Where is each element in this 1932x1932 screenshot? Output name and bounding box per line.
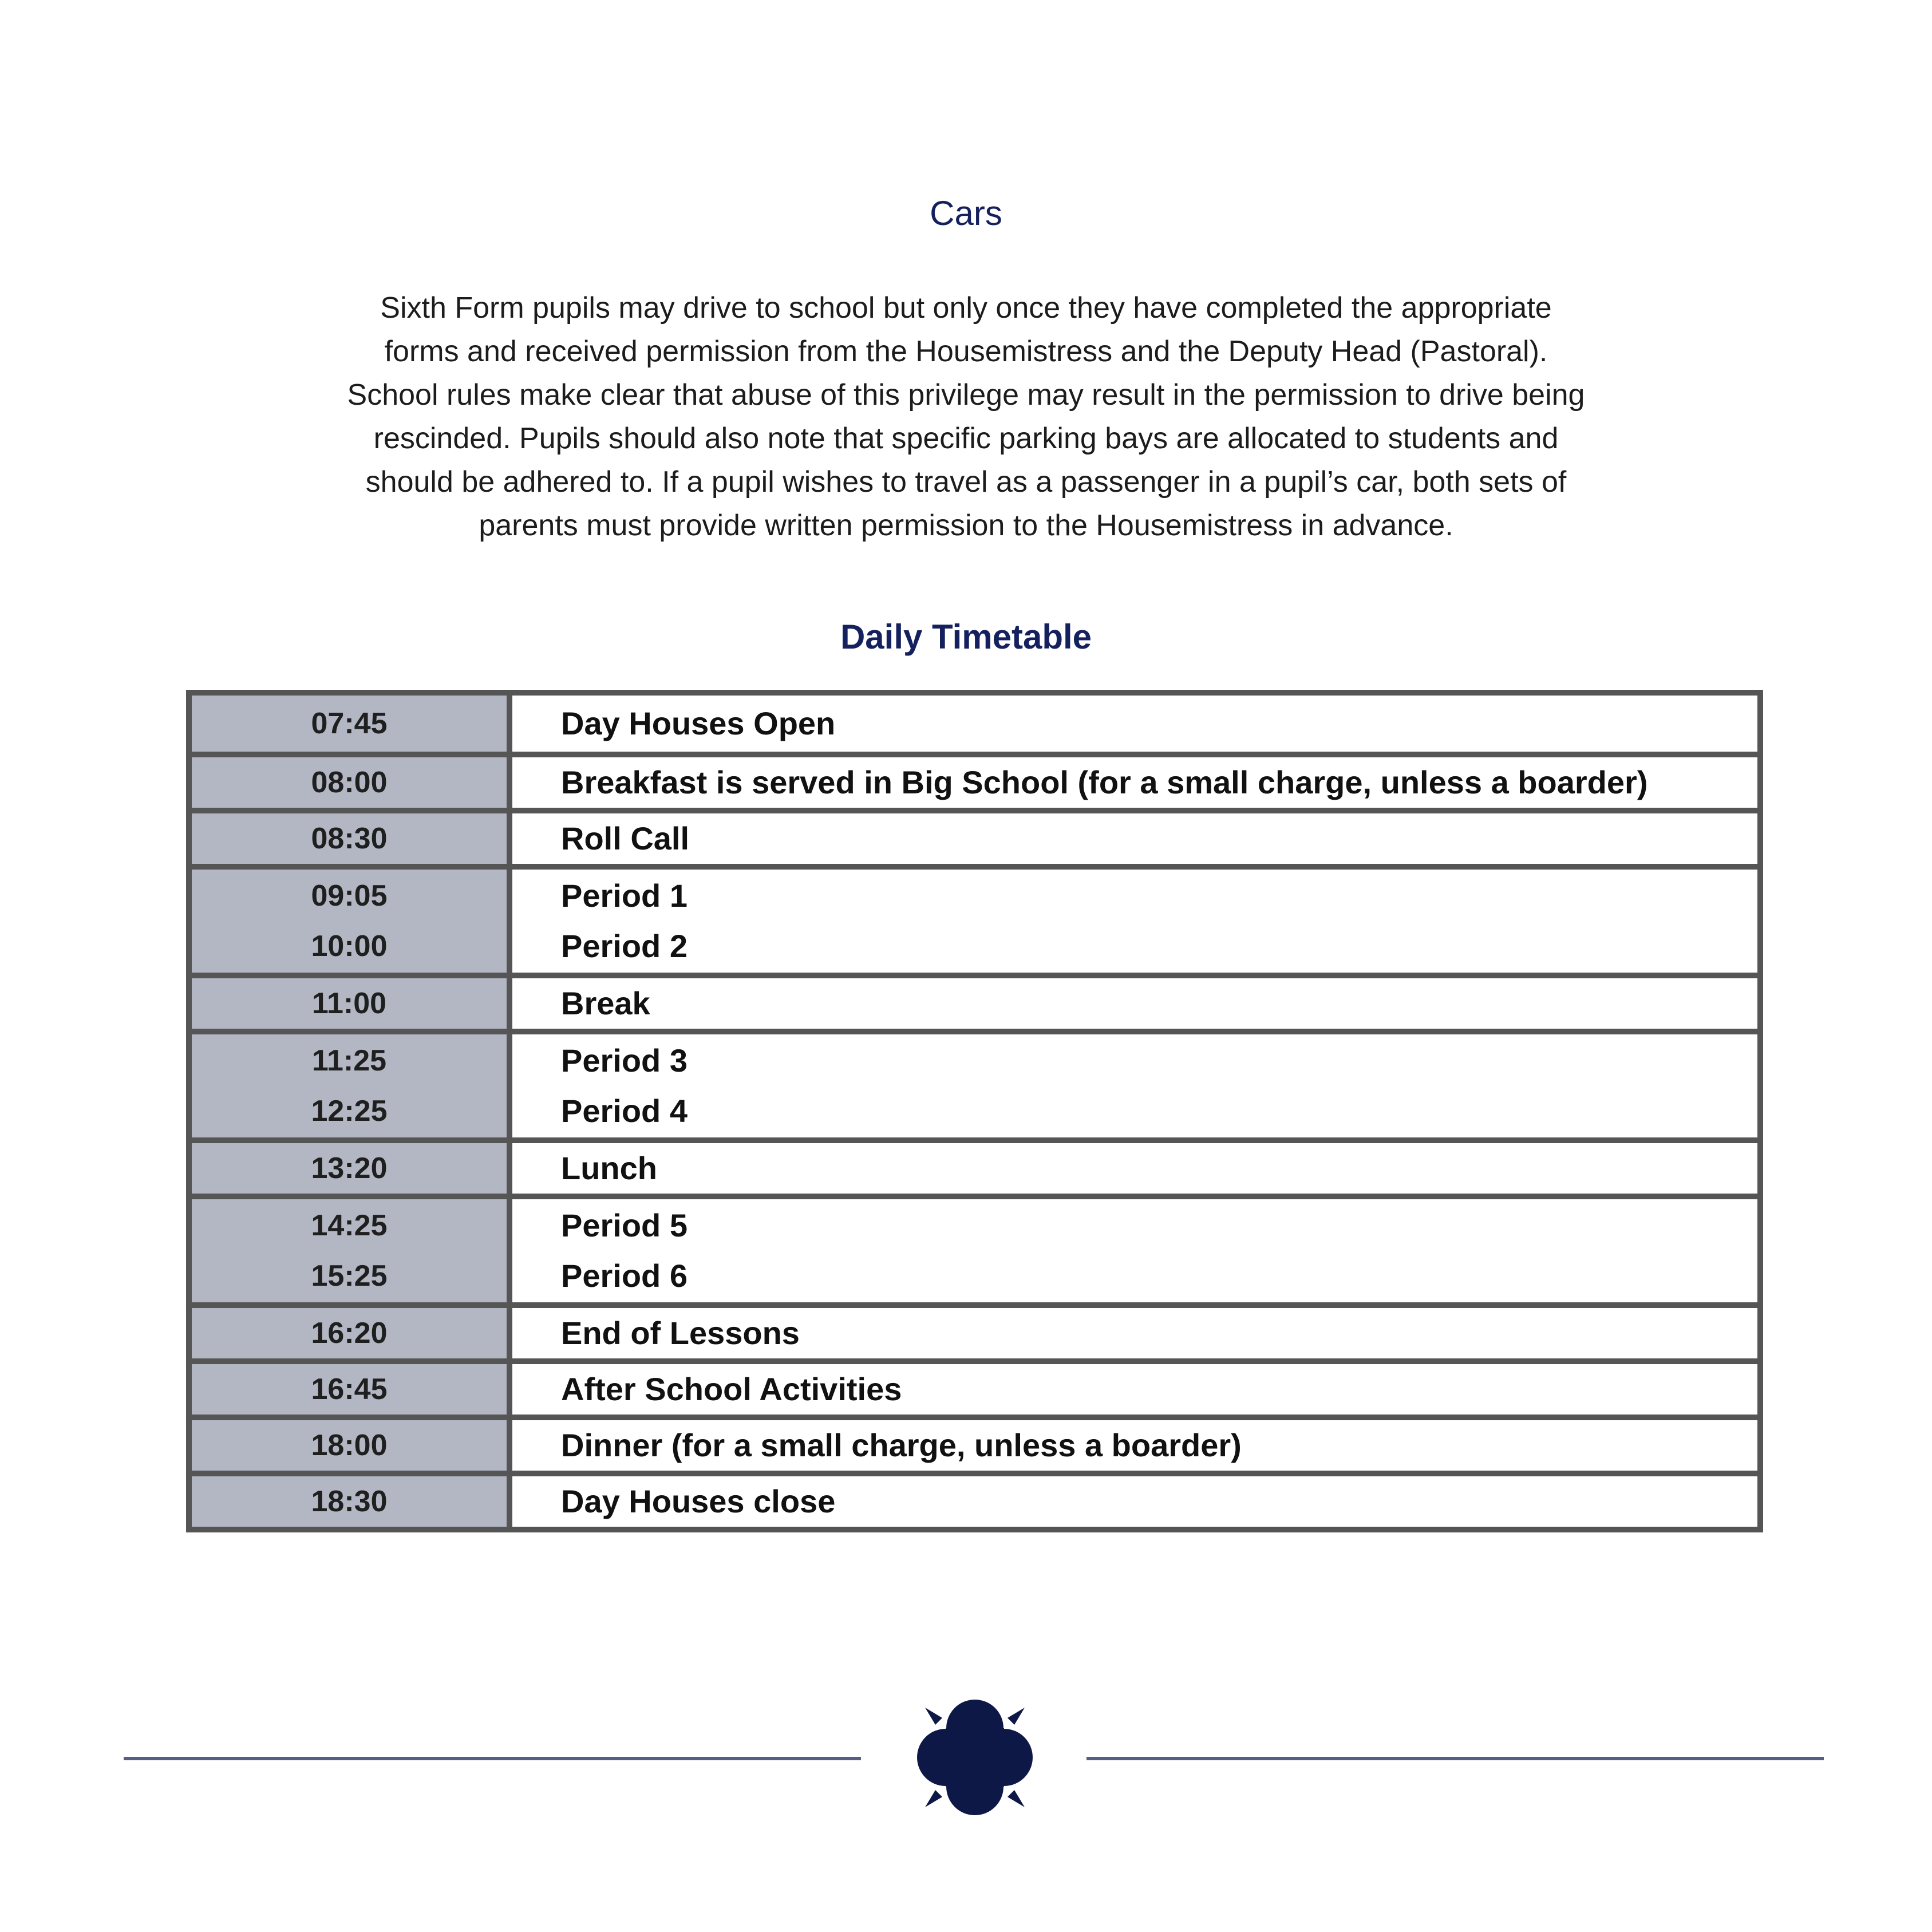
- time-cell: [192, 1199, 512, 1302]
- time: 12:25: [311, 1095, 388, 1128]
- event: Period 3: [561, 1042, 688, 1078]
- event: Breakfast is served in Big School (for a small charge, unless a boarder): [561, 764, 1648, 800]
- timetable-row: [192, 808, 1757, 864]
- time: 13:20: [311, 1152, 388, 1185]
- event-cell: [512, 1143, 1757, 1194]
- cars-paragraph-line: Sixth Form pupils may drive to school but only once they have completed the appropriate: [380, 291, 1552, 325]
- event: Period 2: [561, 928, 688, 964]
- event: Day Houses Open: [561, 705, 836, 741]
- time-cell: [192, 813, 512, 864]
- event-cell: [512, 1476, 1757, 1527]
- cars-paragraph-line: should be adhered to. If a pupil wishes to travel as a passenger in a pupil’s car, both sets of: [365, 465, 1567, 499]
- event: Dinner (for a small charge, unless a boarder): [561, 1427, 1242, 1463]
- quatrefoil-icon: [909, 1692, 1041, 1823]
- event-cell: [512, 1308, 1757, 1358]
- time-cell: [192, 1476, 512, 1527]
- time: 14:25: [311, 1209, 388, 1242]
- event: Period 1: [561, 878, 688, 914]
- timetable-row: [192, 696, 1757, 752]
- cars-paragraph-line: forms and received permission from the Housemistress and the Deputy Head (Pastoral).: [384, 335, 1548, 368]
- time: 08:30: [311, 822, 388, 855]
- event: Day Houses close: [561, 1483, 836, 1519]
- time-cell: [192, 978, 512, 1029]
- event-cell: [512, 1034, 1757, 1137]
- event-cell: [512, 757, 1757, 808]
- event: Period 5: [561, 1207, 688, 1243]
- time-cell: [192, 1420, 512, 1471]
- time: 10:00: [311, 930, 388, 963]
- timetable-row: [192, 1358, 1757, 1415]
- event: End of Lessons: [561, 1315, 800, 1351]
- time-cell: [192, 1034, 512, 1137]
- time: 09:05: [311, 879, 388, 912]
- event-cell: [512, 978, 1757, 1029]
- time: 11:00: [311, 987, 387, 1020]
- footer-divider-left: [124, 1757, 861, 1760]
- event-cell: [512, 696, 1757, 752]
- event: Period 4: [561, 1093, 688, 1129]
- time: 18:00: [311, 1429, 388, 1462]
- time-cell: [192, 1364, 512, 1415]
- timetable-row: [192, 1029, 1757, 1137]
- time-cell: [192, 696, 512, 752]
- cars-heading: Cars: [930, 194, 1002, 232]
- time: 11:25: [311, 1044, 387, 1077]
- timetable-heading: Daily Timetable: [840, 618, 1092, 656]
- footer-divider-right: [1086, 1757, 1824, 1760]
- time: 16:20: [311, 1317, 388, 1350]
- event: After School Activities: [561, 1371, 902, 1407]
- timetable-row: [192, 1415, 1757, 1471]
- timetable-row: [192, 1471, 1757, 1527]
- event-cell: [512, 1420, 1757, 1471]
- timetable-row: [192, 864, 1757, 973]
- event: Break: [561, 985, 650, 1021]
- event: Lunch: [561, 1150, 657, 1186]
- event: Roll Call: [561, 820, 690, 856]
- timetable-row: [192, 1194, 1757, 1302]
- daily-timetable: [186, 690, 1763, 1532]
- time: 16:45: [311, 1373, 388, 1406]
- time: 18:30: [311, 1485, 388, 1518]
- timetable-row: [192, 1302, 1757, 1358]
- time-cell: [192, 870, 512, 973]
- timetable-row: [192, 1137, 1757, 1194]
- time: 08:00: [311, 766, 388, 799]
- event-cell: [512, 1364, 1757, 1415]
- cars-paragraph-line: School rules make clear that abuse of this privilege may result in the permission to drive being: [347, 378, 1585, 412]
- event: Period 6: [561, 1258, 688, 1294]
- time: 15:25: [311, 1259, 388, 1293]
- cars-paragraph-line: rescinded. Pupils should also note that specific parking bays are allocated to students and: [373, 422, 1559, 455]
- timetable-row: [192, 752, 1757, 808]
- event-cell: [512, 813, 1757, 864]
- event-cell: [512, 1199, 1757, 1302]
- cars-paragraph-line: parents must provide written permission to the Housemistress in advance.: [479, 509, 1453, 542]
- time-cell: [192, 757, 512, 808]
- time-cell: [192, 1143, 512, 1194]
- time-cell: [192, 1308, 512, 1358]
- timetable-row: [192, 973, 1757, 1029]
- time: 07:45: [311, 707, 388, 740]
- event-cell: [512, 870, 1757, 973]
- cars-paragraph: [298, 286, 1634, 547]
